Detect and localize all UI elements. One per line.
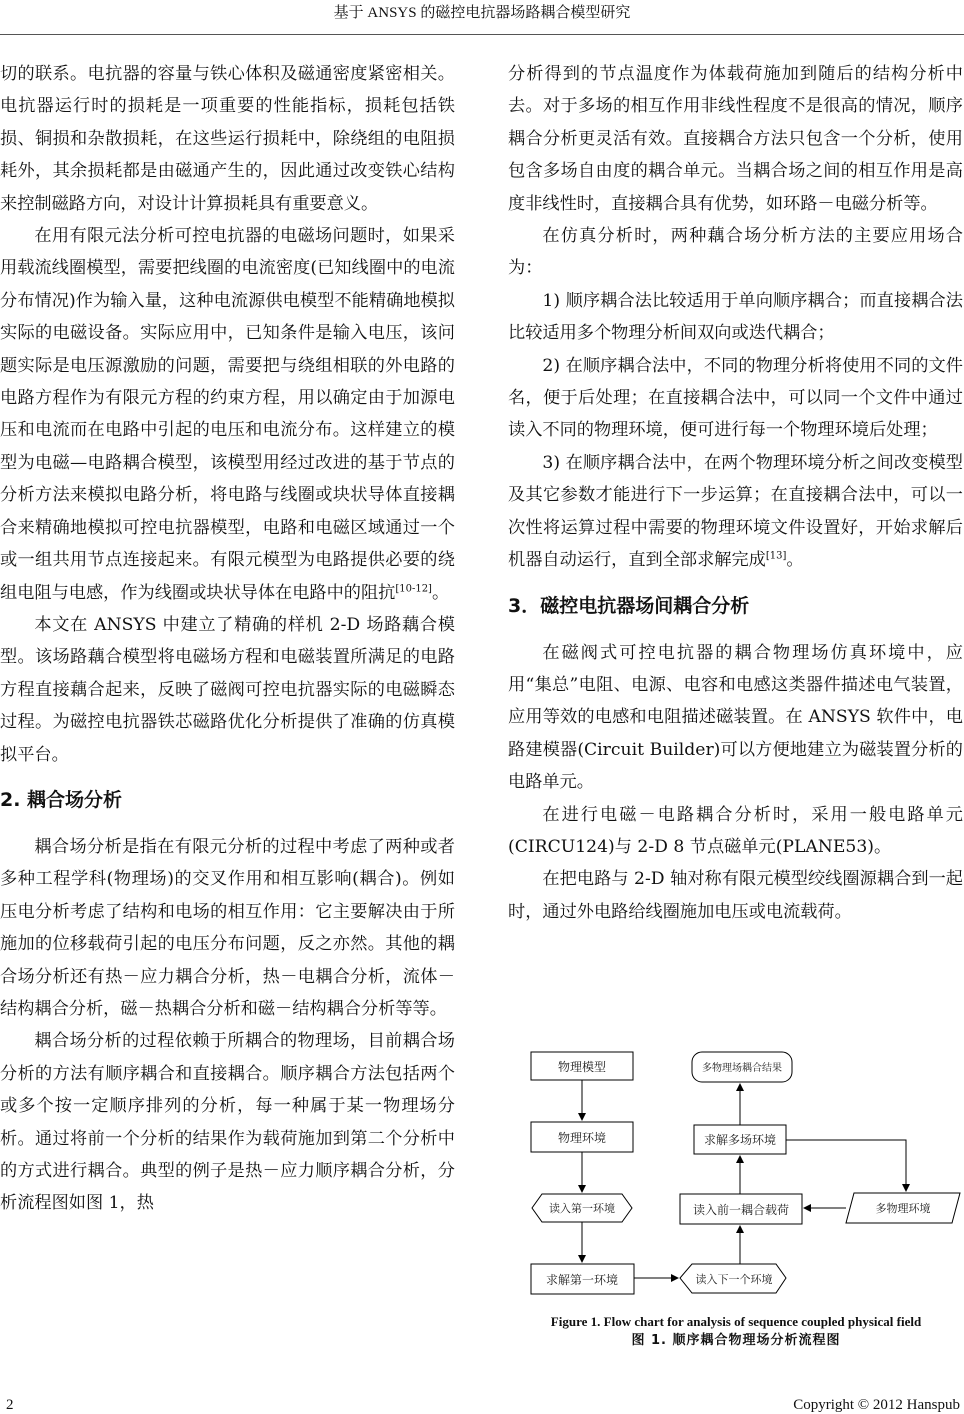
paragraph: 在磁阀式可控电抗器的耦合物理场仿真环境中，应用“集总”电阻、电源、电容和电感这类器件描述电气装置，应用等效的电感和电阻描述磁装置。在 ANSYS 软件中，电路建模器(Circuit Builder)可以方便地建立为磁装置分析的电路单元。 — [508, 642, 963, 793]
citation: [13] — [765, 550, 787, 562]
section-heading: 2. 耦合场分析 — [0, 788, 123, 811]
label-physical-model: 物理模型 — [557, 1060, 607, 1074]
arrow — [786, 1140, 906, 1191]
label-multi-env: 多物理环境 — [875, 1202, 931, 1215]
paragraph: 在用有限元法分析可控电抗器的电磁场问题时，如果采用载流线圈模型，需要把线圈的电流密度(已知线圈中的电流分布情况)作为输入量，这种电流源供电模型不能精确地模拟实际的电磁设备。实际应用中，已知条件是输入电压，该问题实际是电压源激励的问题，需要把与绕组相联的外电路的电路方程作为有限元方程的约束方程，用以确定由于加源电压和电流而在电路中引起的电压和电流分布。这样建立的模型为电磁—电路耦合模型，该模型用经过改进的基于节点的分析方法来模拟电路分析，将电路与线圈或块状导体直接耦合来精确地模拟可控电抗器模型，电路和电磁区域通过一个或一组共用节点连接起来。有限元模型为电路提供必要的绕组电阻与电感，作为线圈或块状导体在电路中的阻抗[10-12]。 — [0, 226, 455, 603]
paragraph: 耦合场分析的过程依赖于所耦合的物理场，目前耦合场分析的方法有顺序耦合和直接耦合。顺序耦合方法包括两个或多个按一定顺序排列的分析，每一种属于某一物理场分析。通过将前一个分析的结果作为载荷施加到第二个分析中的方式进行耦合。典型的例子是热－应力顺序耦合分析，分析流程图如图 1，热 — [0, 1031, 455, 1214]
left-column — [0, 58, 455, 1220]
paragraph: 切的联系。电抗器的容量与铁心体积及磁通密度紧密相关。电抗器运行时的损耗是一项重要的性能指标，损耗包括铁损、铜损和杂散损耗，在这些运行损耗中，除绕组的电阻损耗外，其余损耗都是由磁通产生的，因此通过改变铁心结构来控制磁路方向，对设计计算损耗具有重要意义。 — [0, 64, 455, 214]
paragraph: 分析得到的节点温度作为体载荷施加到随后的结构分析中去。对于多场的相互作用非线性程度不是很高的情况，顺序耦合分析更灵活有效。直接耦合方法只包含一个分析，使用包含多场自由度的耦合单元。当耦合场之间的相互作用是高度非线性时，直接耦合具有优势，如环路－电磁分析等。 — [508, 64, 963, 214]
caption-chinese: 图 1. 顺序耦合物理场分析流程图 — [631, 1333, 841, 1348]
label-solve-multi-env: 求解多场环境 — [703, 1133, 777, 1147]
label-multi-result: 多物理场耦合结果 — [702, 1063, 782, 1074]
right-column — [508, 58, 963, 928]
paragraph: 在把电路与 2-D 轴对称有限元模型绞线圈源耦合到一起时，通过外电路给线圈施加电压或电流载荷。 — [508, 869, 963, 922]
paragraph: 在仿真分析时，两种藕合场分析方法的主要应用场合为： — [508, 226, 963, 279]
figure-caption — [508, 1312, 964, 1350]
paragraph: 在进行电磁－电路耦合分析时，采用一般电路单元(CIRCU124)与 2-D 8 节点磁单元(PLANE53)。 — [508, 804, 963, 857]
caption-english: Figure 1. Flow chart for analysis of sequence coupled physical field — [550, 1314, 922, 1329]
label-read-prev-load: 读入前一耦合载荷 — [692, 1203, 790, 1217]
list-item: 1) 顺序耦合法比较适用于单向顺序耦合；而直接耦合法比较适用多个物理分析间双向或迭代耦合； — [508, 290, 963, 344]
citation: [10-12] — [395, 582, 432, 594]
header-title: 基于 ANSYS 的磁控电抗器场路耦合模型研究 — [333, 5, 631, 21]
flowchart-svg — [508, 1040, 964, 1310]
flowchart-figure — [508, 1040, 964, 1310]
running-header — [0, 0, 964, 35]
label-read-first-env: 读入第一环境 — [549, 1202, 615, 1215]
label-physical-env: 物理环境 — [557, 1131, 607, 1145]
list-item: 2) 在顺序耦合法中，不同的物理分析将使用不同的文件名，便于后处理；在直接耦合法中，可以同一个文件中通过读入不同的物理环境，便可进行每一个物理环境后处理； — [508, 355, 963, 441]
label-read-next-env: 读入下一个环境 — [695, 1273, 773, 1286]
list-item: 3) 在顺序耦合法中，在两个物理环境分析之间改变模型及其它参数才能进行下一步运算；在直接耦合法中，可以一次性将运算过程中需要的物理环境文件设置好，开始求解后机器自动运行，直到全部求解完成[13]。 — [508, 452, 963, 571]
paragraph: 本文在 ANSYS 中建立了精确的样机 2-D 场路藕合模型。该场路藕合模型将电磁场方程和电磁装置所满足的电路方程直接藕合起来，反映了磁阀可控电抗器实际的电磁瞬态过程。为磁控电抗器铁芯磁路优化分析提供了准确的仿真模拟平台。 — [0, 614, 455, 765]
copyright-notice: Copyright © 2012 Hanspub — [793, 1397, 960, 1413]
paragraph: 耦合场分析是指在有限元分析的过程中考虑了两种或者多种工程学科(物理场)的交叉作用和相互影响(耦合)。例如压电分析考虑了结构和电场的相互作用：它主要解决由于所施加的位移载荷引起的电压分布问题，反之亦然。其他的耦合场分析还有热－应力耦合分析，热－电耦合分析，流体－结构耦合分析，磁－热耦合分析和磁－结构耦合分析等等。 — [0, 836, 455, 1019]
label-solve-first-env: 求解第一环境 — [545, 1273, 619, 1287]
section-heading: 3．磁控电抗器场间耦合分析 — [508, 594, 750, 617]
page-number: 2 — [6, 1397, 14, 1413]
